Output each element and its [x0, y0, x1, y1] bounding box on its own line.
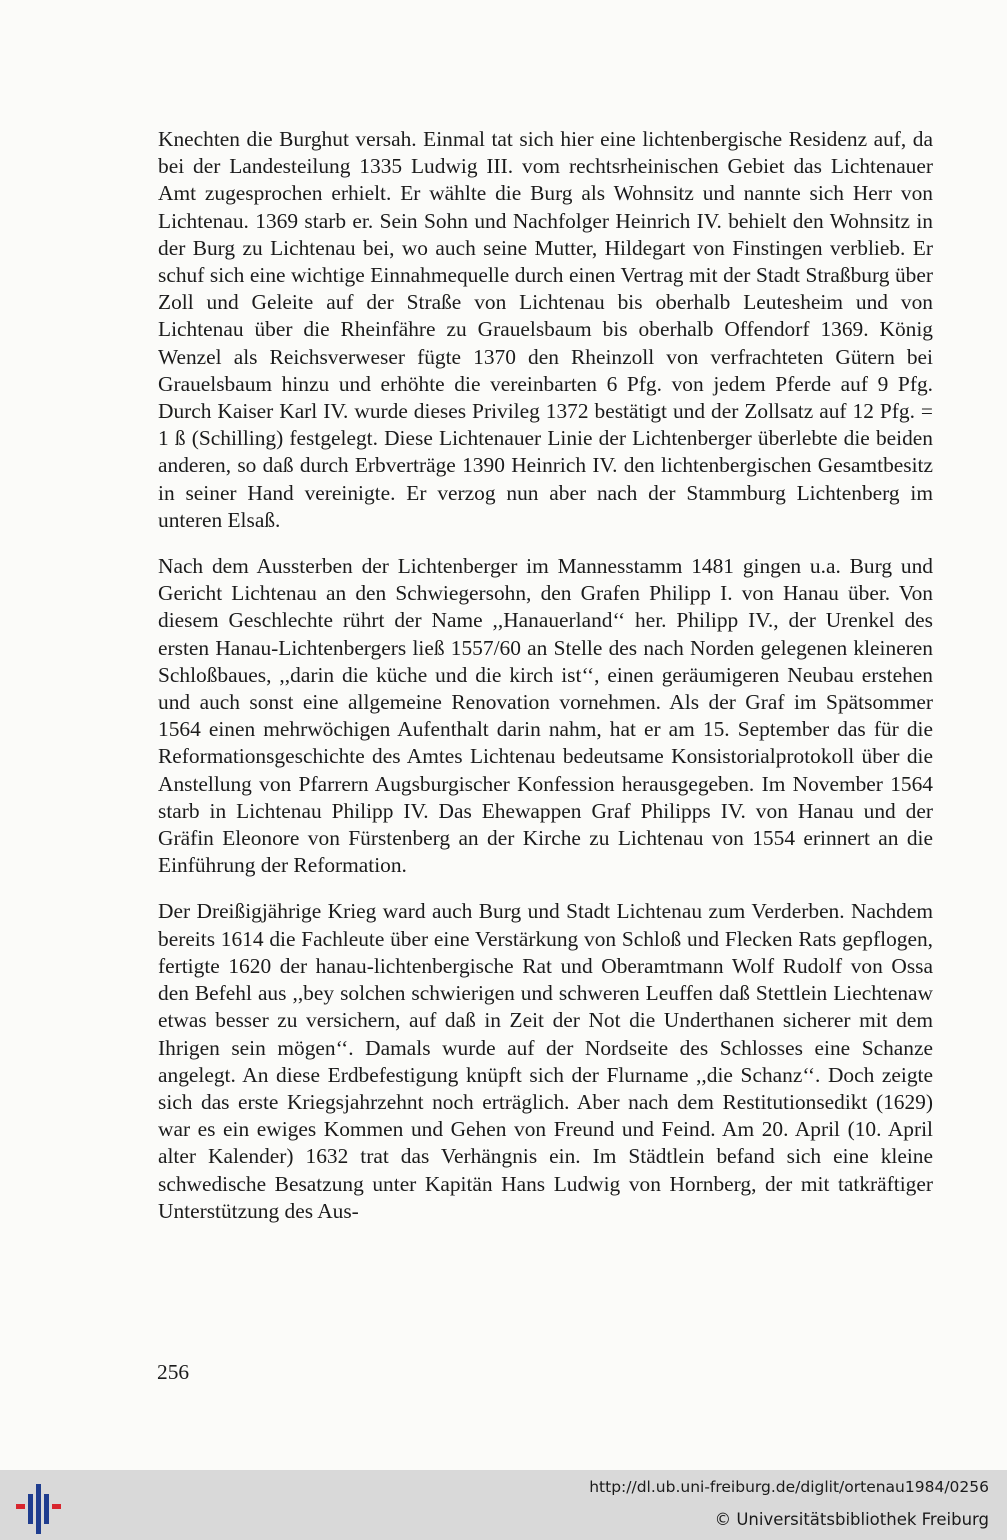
ub-freiburg-logo-icon [12, 1478, 64, 1534]
paragraph-3: Der Dreißigjährige Krieg ward auch Burg und Stadt Lichtenau zum Verderben. Nachdem bereits 1614 die Fachleute über eine Verstärkung von Schloß und Flecken Rats gepflogen, fertigte 1620 der hanau-lichtenbergische Rat und Oberamtmann Wolf Rudolf von Ossa den Befehl aus ,,bey solchen schwierigen und schweren Leuffen daß Stettlein Liechtenaw etwas besser zu versichern, auf daß in Zeit der Not die Underthanen sicherer mit dem Ihrigen sein mögen‘‘. Damals wurde auf der Nordseite des Schlosses eine Schanze angelegt. An diese Erdbefestigung knüpft sich der Flurname ,,die Schanz‘‘. Doch zeigte sich das erste Kriegsjahrzehnt noch erträglich. Aber nach dem Restitutionsedikt (1629) war es ein ewiges Kommen und Gehen von Freund und Feind. Am 20. April (10. April alter Kalender) 1632 trat das Verhängnis ein. Im Städtlein befand sich eine kleine schwedische Besatzung unter Kapitän Hans Ludwig von Hornberg, der mit tatkräftiger Unterstützung des Aus- [158, 899, 933, 1223]
paragraph-1: Knechten die Burghut versah. Einmal tat sich hier eine lichtenbergische Residenz auf, da bei der Landesteilung 1335 Ludwig III. vom rechtsrheinischen Gebiet das Lichtenauer Amt zugesprochen erhielt. Er wählte die Burg als Wohnsitz und nannte sich Herr von Lichtenau. 1369 starb er. Sein Sohn und Nachfolger Heinrich IV. behielt den Wohnsitz in der Burg zu Lichtenau bei, wo auch seine Mutter, Hildegart von Finstingen verblieb. Er schuf sich eine wichtige Einnahmequelle durch einen Vertrag mit der Stadt Straßburg über Zoll und Geleite auf der Straße von Lichtenau bis oberhalb Leutesheim und von Lichtenau über die Rheinfähre zu Grauelsbaum bis oberhalb Offendorf 1369. König Wenzel als Reichsverweser fügte 1370 den Rheinzoll von verfrachteten Gütern bei Grauelsbaum hinzu und erhöhte die vereinbarten 6 Pfg. von jedem Pferde auf 9 Pfg. Durch Kaiser Karl IV. wurde dieses Privileg 1372 bestätigt und der Zollsatz auf 12 Pfg. = 1 ß (Schilling) festgelegt. Diese Lichtenauer Linie der Lichtenberger überlebte die beiden anderen, so daß durch Erbverträge 1390 Heinrich IV. den lichtenbergischen Gesamtbesitz in seiner Hand vereinigte. Er verzog nun aber nach der Stammburg Lichtenberg im unteren Elsaß. [158, 127, 933, 532]
copyright-text: © Universitätsbibliothek Freiburg [714, 1510, 989, 1529]
footer-bar [0, 1470, 1007, 1540]
source-url-link[interactable]: http://dl.ub.uni-freiburg.de/diglit/ortenau1984/0256 [589, 1478, 989, 1496]
paragraph-2: Nach dem Aussterben der Lichtenberger im Mannesstamm 1481 gingen u.a. Burg und Gericht Lichtenau an den Schwiegersohn, den Grafen Philipp I. von Hanau über. Von diesem Geschlechte rührt der Name ,,Hanauerland‘‘ her. Philipp IV., der Urenkel des ersten Hanau-Lichtenbergers ließ 1557/60 an Stelle des nach Norden gelegenen kleineren Schloßbaues, ,,darin die küche und die kirch ist‘‘, einen geräumigeren Neubau erstehen und auch sonst eine allgemeine Renovation vornehmen. Als der Graf im Spätsommer 1564 einen mehrwöchigen Aufenthalt darin nahm, hat er am 15. September das für die Reformationsgeschichte des Amtes Lichtenau bedeutsame Konsistorialprotokoll über die Anstellung von Pfarrern Augsburgischer Konfession herausgegeben. Im November 1564 starb in Lichtenau Philipp IV. Das Ehewappen Graf Philipps IV. von Hanau und der Gräfin Eleonore von Fürstenberg an der Kirche zu Lichtenau von 1554 erinnert an die Einführung der Reformation. [158, 554, 933, 878]
body-text [158, 126, 933, 1244]
page-number: 256 [157, 1360, 190, 1384]
